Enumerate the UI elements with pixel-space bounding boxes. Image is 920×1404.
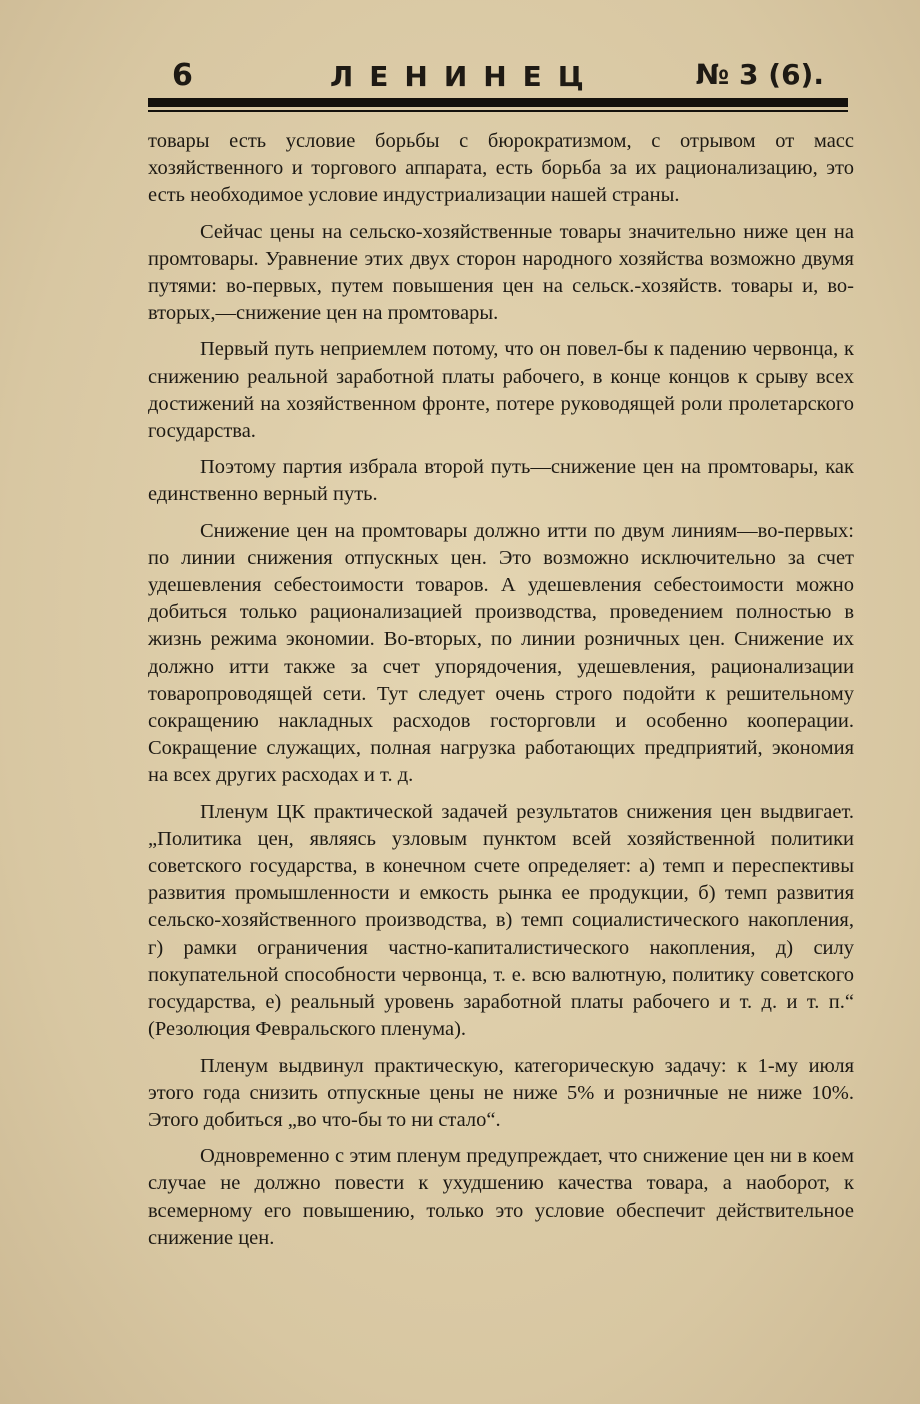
- page-header: [150, 58, 846, 98]
- paragraph: товары есть условие борьбы с бюрократизмом, с отрывом от масс хозяйственного и торгового аппарата, есть борьба за их рационализацию, это есть необходимое условие индустриализации нашей страны.: [148, 130, 854, 207]
- paragraph: Одновременно с этим пленум предупреждает, что снижение цен ни в коем случае не должно повести к ухудшению качества товара, а наоборот, к всемерному его повышению, только это условие обеспечит действительное снижение цен.: [148, 1145, 854, 1249]
- page-number: 6: [172, 58, 193, 93]
- issue-number: № 3 (6).: [695, 58, 824, 91]
- article-body: [148, 128, 854, 1261]
- paragraph: Первый путь неприемлем потому, что он повел-бы к падению червонца, к снижению реальной заработной платы рабочего, в конце концов к срыву всех достижений на хозяйственном фронте, потере руководящей роли пролетарского государства.: [148, 338, 854, 443]
- paragraph: Пленум ЦК практической задачей результатов снижения цен выдвигает. „Политика цен, являясь узловым пунктом всей хозяйственной политики советского государства, в конечном счете определяет: а) темп и переспективы развития промышленности и емкость рынка ее продукции, б) темп развития сельско-хозяйственного производства, в) темп социалистического накопления, г) рамки ограничения частно-капиталистического накопления, д) силу покупательной способности червонца, т. е. всю валютную, политику советского государства, е) реальный уровень заработной платы рабочего и т. д. и т. п.“ (Резолюция Февральского пленума).: [148, 800, 854, 1041]
- header-rule-thin: [148, 110, 848, 112]
- masthead-title: ЛЕНИНЕЦ: [330, 60, 600, 93]
- paragraph: Поэтому партия избрала второй путь—снижение цен на промтовары, как единственно верный путь.: [148, 456, 854, 506]
- paragraph: Снижение цен на промтовары должно итти по двум линиям—во-первых: по линии снижения отпускных цен. Это возможно исключительно за счет удешевления себестоимости товаров. А удешевления себестоимости можно добиться только рационализацией производства, проведением полностью в жизнь режима экономии. Во-вторых, по линии розничных цен. Снижение их должно итти также за счет упорядочения, удешевления, рационализации товаропроводящей сети. Тут следует очень строго подойти к решительному сокращению накладных расходов госторговли и особенно кооперации. Сокращение служащих, полная нагрузка работающих предприятий, экономия на всех других расходах и т. д.: [148, 519, 854, 787]
- paragraph: Сейчас цены на сельско-хозяйственные товары значительно ниже цен на промтовары. Уравнение этих двух сторон народного хозяйства возможно двумя путями: во-первых, путем повышения цен на сельск.-хозяйств. товары и, во-вторых,—снижение цен на промтовары.: [148, 220, 854, 325]
- paragraph: Пленум выдвинул практическую, категорическую задачу: к 1-му июля этого года снизить отпускные цены не ниже 5% и розничные не ниже 10%. Этого добиться „во что-бы то ни стало“.: [148, 1054, 854, 1131]
- header-rule: [148, 98, 848, 107]
